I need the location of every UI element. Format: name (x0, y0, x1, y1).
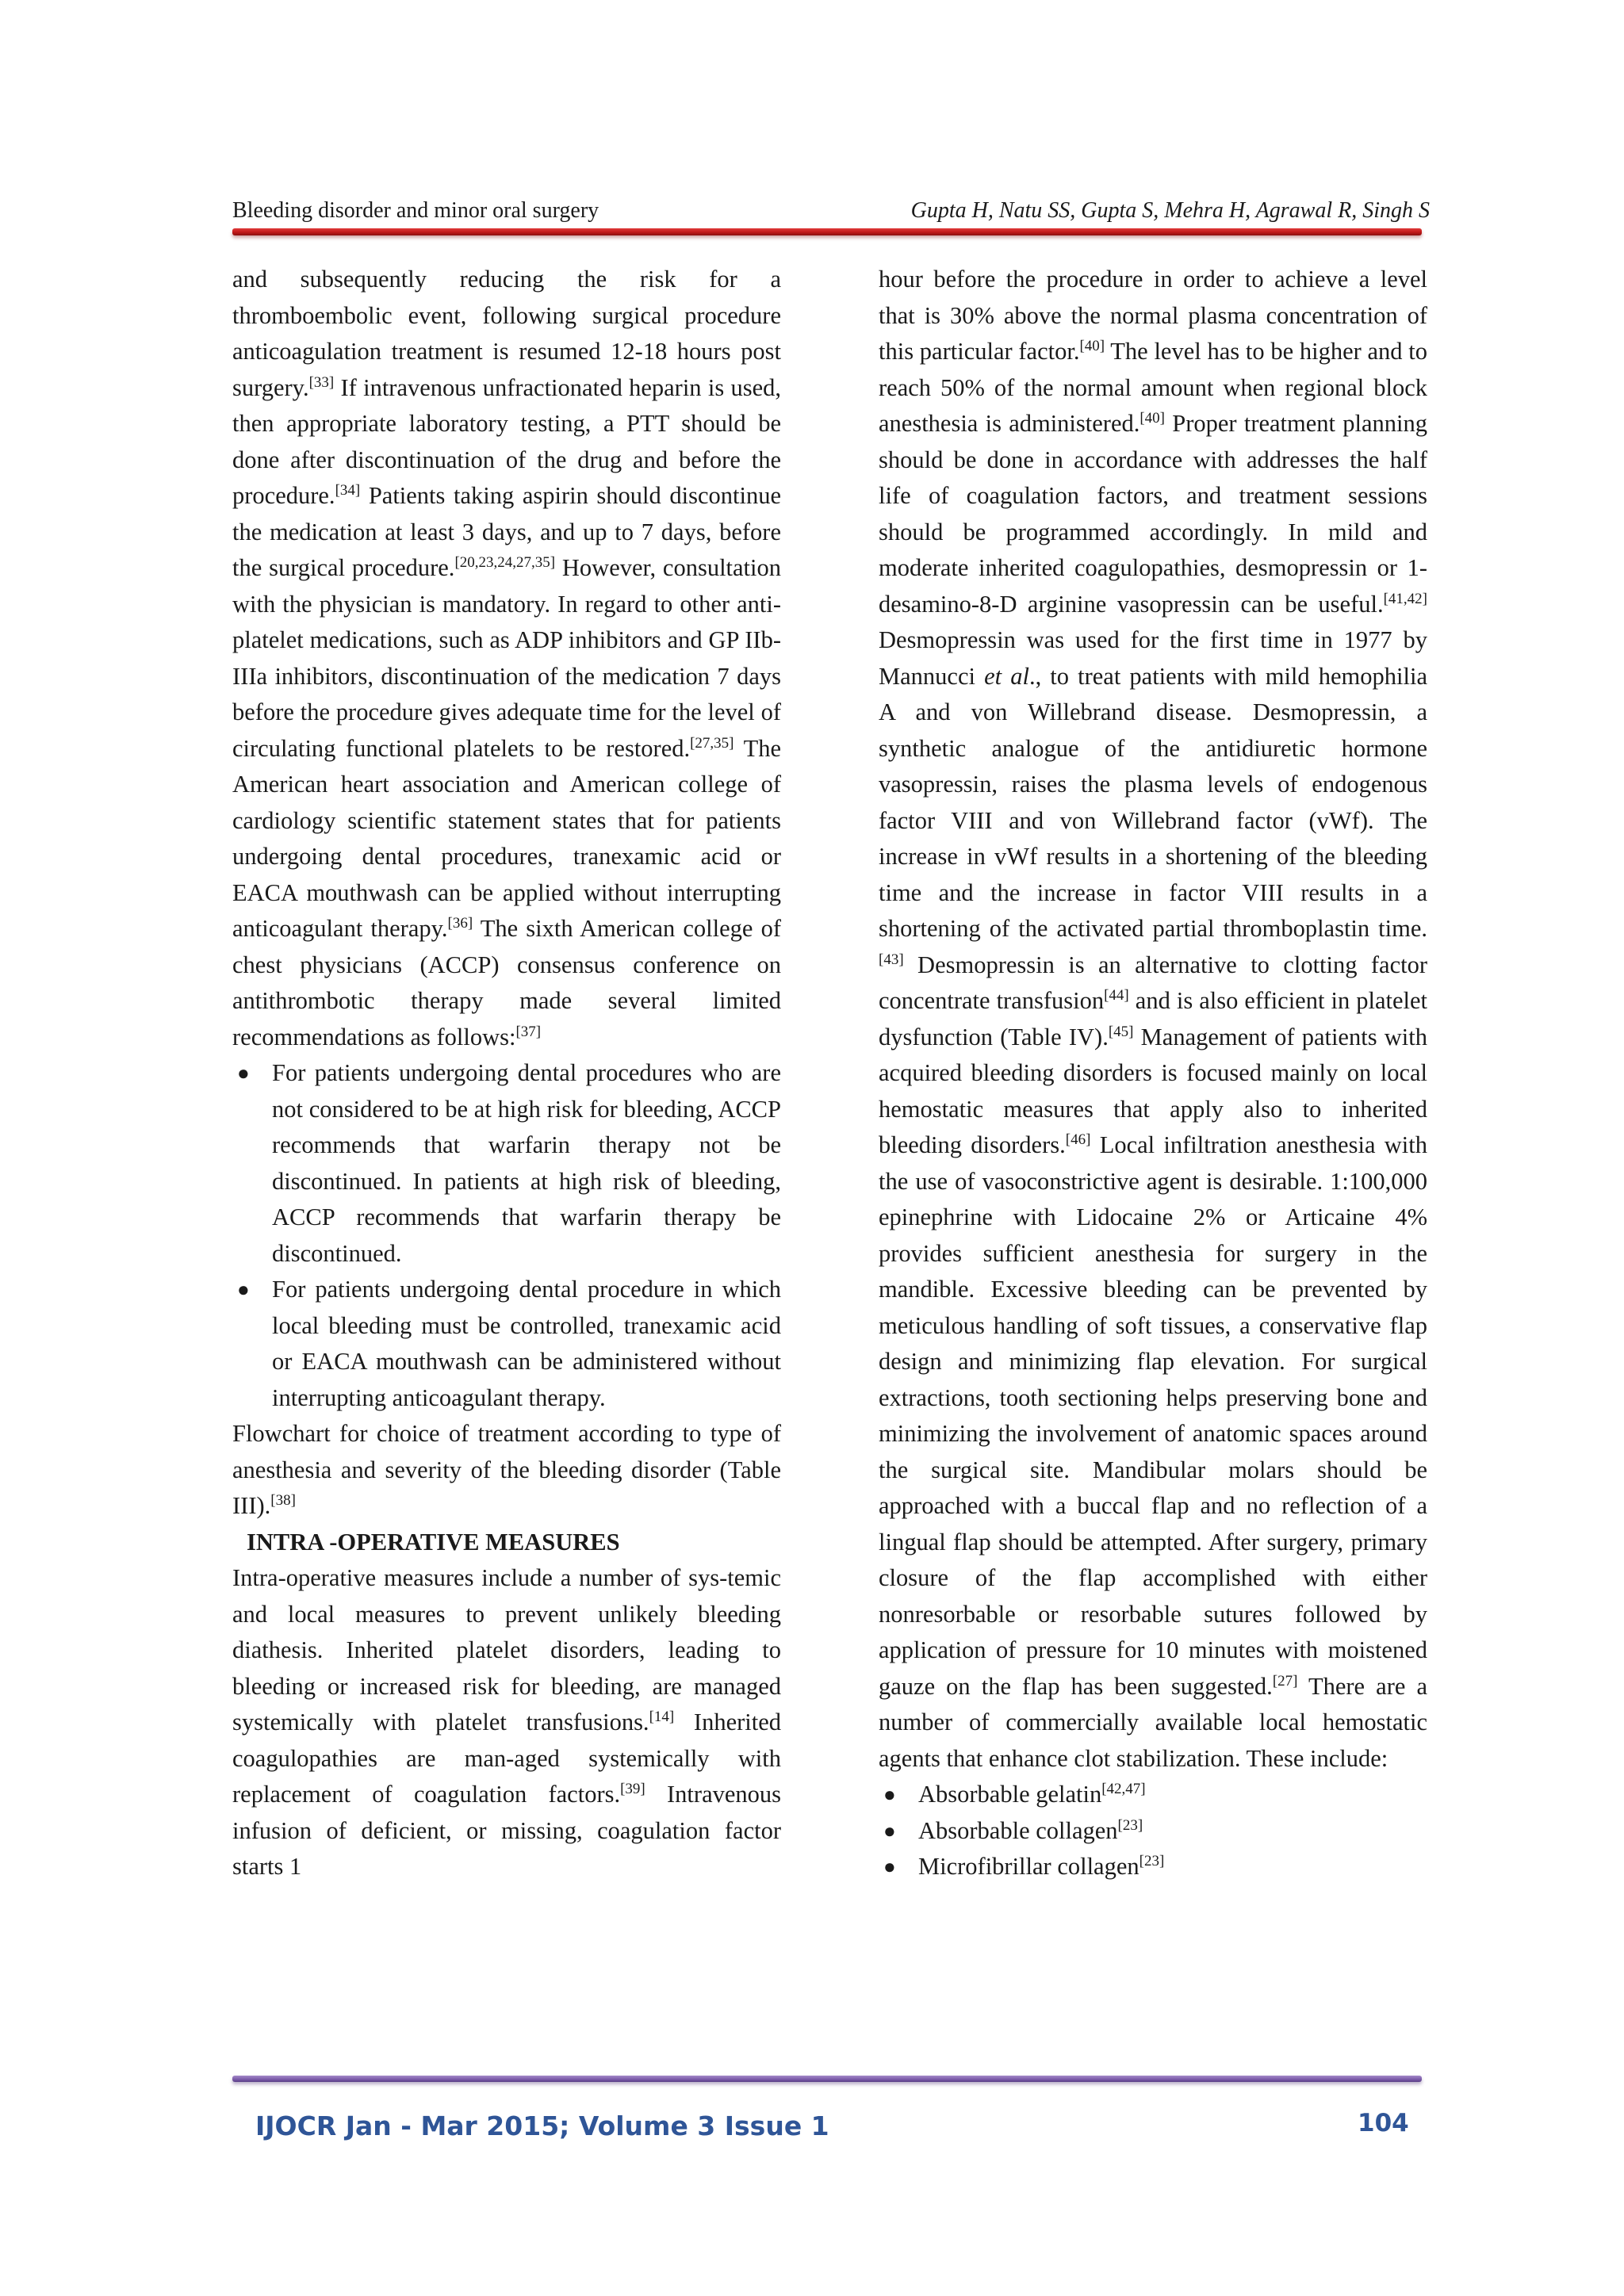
paragraph: and subsequently reducing the risk for a thromboembolic event, following surgical procedure anticoagulation treatment is resumed 12-18 hours post surgery.[33] If intravenous unfractionated heparin is used, then appropriate laboratory testing, a PTT should be done after discontinuation of the drug and before the procedure.[34] Patients taking aspirin should discontinue the medication at least 3 days, and up to 7 days, before the surgical procedure.[20,23,24,27,35] However, consultation with the physician is mandatory. In regard to other anti-platelet medications, such as ADP inhibitors and GP IIb-IIIa inhibitors, discontinuation of the medication 7 days before the procedure gives adequate time for the level of circulating functional platelets to be restored.[27,35] The American heart association and American college of cardiology scientific statement states that for patients undergoing dental procedures, tranexamic acid or EACA mouthwash can be applied without interrupting anticoagulant therapy.[36] The sixth American college of chest physicians (ACCP) consensus conference on antithrombotic therapy made several limited recommendations as follows:[37] (232, 266, 781, 1050)
running-header (232, 195, 1430, 227)
citation: [44] (1104, 986, 1129, 1004)
citation: [34] (335, 481, 361, 499)
list-item: ● Absorbable collagen[23] (879, 1813, 1427, 1850)
bullet-icon: ● (237, 1062, 250, 1085)
bullet-icon: ● (883, 1855, 896, 1878)
citation: [27] (1272, 1672, 1298, 1689)
list-item: ● Microfibrillar collagen[23] (879, 1849, 1427, 1885)
journal-citation: IJOCR Jan - Mar 2015; Volume 3 Issue 1 (255, 2110, 829, 2141)
bullet-icon: ● (883, 1819, 896, 1843)
citation: [37] (515, 1023, 542, 1040)
running-authors: Gupta H, Natu SS, Gupta S, Mehra H, Agrawal R, Singh S (910, 198, 1430, 223)
page-number: 104 (1358, 2109, 1409, 2137)
citation: [41,42] (1383, 590, 1427, 607)
citation: [33] (308, 373, 335, 391)
bullet-icon: ● (237, 1278, 250, 1301)
right-column (879, 262, 1427, 1885)
citation: [40] (1079, 337, 1105, 354)
citation: [20,23,24,27,35] (454, 553, 556, 571)
footer-rule (232, 2076, 1422, 2082)
list-item: ● For patients undergoing dental procedure in which local bleeding must be controlled, tranexamic acid or EACA mouthwash can be administered without interrupting anticoagulant therapy. (232, 1272, 781, 1416)
hemostatic-agent-list (879, 1777, 1427, 1885)
citation: [42,47] (1101, 1780, 1146, 1797)
section-heading: INTRA -OPERATIVE MEASURES (247, 1528, 620, 1556)
citation: [43] (879, 951, 904, 968)
running-title: Bleeding disorder and minor oral surgery (232, 198, 599, 223)
italic-text: et al (984, 662, 1029, 690)
citation: [38] (270, 1491, 296, 1509)
citation: [27,35] (690, 734, 734, 752)
citation: [23] (1139, 1852, 1165, 1869)
bullet-icon: ● (883, 1783, 896, 1806)
recommendation-list (232, 1055, 781, 1416)
citation: [46] (1065, 1131, 1091, 1148)
citation: [39] (620, 1780, 645, 1797)
list-item: ● For patients undergoing dental procedures who are not considered to be at high risk for bleeding, ACCP recommends that warfarin therapy not be discontinued. In patients at high risk of bleeding, ACCP recommends that warfarin therapy be discontinued. (232, 1055, 781, 1272)
list-item: ● Absorbable gelatin[42,47] (879, 1777, 1427, 1813)
citation: [23] (1117, 1816, 1143, 1834)
paragraph: Flowchart for choice of treatment according to type of anesthesia and severity of the bleeding disorder (Table III).[38] (232, 1420, 781, 1519)
citation: [40] (1139, 409, 1166, 427)
citation: [14] (649, 1708, 675, 1725)
paragraph: Intra-operative measures include a number of sys-temic and local measures to prevent unlikely bleeding diathesis. Inherited platelet disorders, leading to bleeding or increased risk for bleeding, are managed systemically with platelet transfusions.[14] Inherited coagulopathies are man-aged systemically with replacement of coagulation factors.[39] Intravenous infusion of deficient, or missing, coagulation factor starts 1 (232, 1564, 782, 1880)
left-column (232, 262, 781, 1885)
citation: [36] (447, 914, 473, 932)
citation: [45] (1108, 1023, 1134, 1040)
header-rule (232, 228, 1422, 235)
paragraph: hour before the procedure in order to achieve a level that is 30% above the normal plasma concentration of this particular factor.[40] The level has to be higher and to reach 50% of the normal amount when regional block anesthesia is administered.[40] Proper treatment planning should be done in accordance with addresses the half life of coagulation factors, and treatment sessions should be programmed accordingly. In mild and moderate inherited coagulopathies, desmopressin or 1-desamino-8-D arginine vasopressin can be useful.[41,42] Desmopressin was used for the first time in 1977 by Mannucci et al., to treat patients with mild hemophilia A and von Willebrand disease. Desmopressin, a synthetic analogue of the antidiuretic hormone vasopressin, raises the plasma levels of endogenous factor VIII and von Willebrand factor (vWf). The increase in vWf results in a shortening of the bleeding time and the increase in factor VIII results in a shortening of the activated partial thromboplastin time.[43] Desmopressin is an alternative to clotting factor concentrate transfusion[44] and is also efficient in platelet dysfunction (Table IV).[45] Management of patients with acquired bleeding disorders is focused mainly on local hemostatic measures that apply also to inherited bleeding disorders.[46] Local infiltration anesthesia with the use of vasoconstrictive agent is desirable. 1:100,000 epinephrine with Lidocaine 2% or Articaine 4% provides sufficient anesthesia for surgery in the mandible. Excessive bleeding can be prevented by meticulous handling of soft tissues, a conservative flap design and minimizing flap elevation. For surgical extractions, tooth sectioning helps preserving bone and minimizing the involvement of anatomic spaces around the surgical site. Mandibular molars should be approached with a buccal flap and no reflection of a lingual flap should be attempted. After surgery, primary closure of the flap accomplished with either nonresorbable or resorbable sutures followed by application of pressure for 10 minutes with moistened gauze on the flap has been suggested.[27] There are a number of commercially available local hemostatic agents that enhance clot stabilization. These include: (879, 266, 1427, 1772)
